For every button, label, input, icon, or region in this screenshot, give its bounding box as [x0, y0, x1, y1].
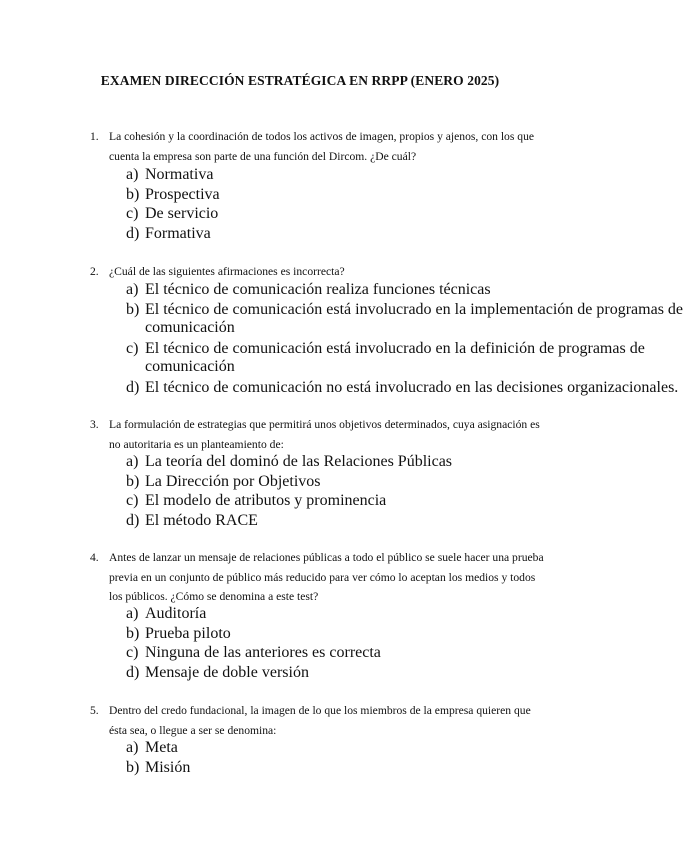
option-text: El técnico de comunicación no está involucrado en las decisiones organizacionales.: [145, 378, 679, 396]
question-text: [109, 701, 531, 740]
option-text: comunicación: [145, 318, 235, 336]
option-letter: c): [126, 205, 139, 222]
option-letter: a): [126, 605, 139, 622]
option-b: [0, 186, 600, 206]
question-text-line: Antes de lanzar un mensaje de relaciones públicas a todo el público se suele hacer una prueba: [109, 551, 544, 564]
option-letter: b): [126, 758, 140, 776]
option-text: El técnico de comunicación está involucrado en la definición de programas de: [145, 339, 645, 357]
option-letter: a): [126, 453, 139, 470]
option-text: Misión: [145, 758, 191, 776]
option-text: Formativa: [145, 224, 211, 242]
question-text-line: cuenta la empresa son parte de una función del Dircom. ¿De cuál?: [109, 149, 417, 163]
question-text: [109, 415, 540, 454]
option-text: comunicación: [145, 357, 235, 375]
option-text: El técnico de comunicación está involucrado en la implementación de programas de: [145, 300, 683, 318]
option-c: [0, 492, 600, 512]
option-a: [0, 281, 600, 301]
option-letter: a): [126, 281, 139, 298]
option-letter: d): [126, 663, 140, 681]
option-text: Normativa: [145, 166, 214, 183]
option-letter: b): [126, 300, 140, 318]
question-number: 2.: [90, 265, 99, 278]
option-a: [0, 166, 600, 186]
option-text: Ninguna de las anteriores es correcta: [145, 644, 381, 661]
option-text: Meta: [145, 739, 178, 756]
option-c: [0, 339, 645, 379]
option-c: [0, 205, 600, 225]
option-letter: d): [126, 224, 140, 242]
option-text: La Dirección por Objetivos: [145, 472, 321, 490]
options-list: [0, 605, 600, 683]
exam-title: EXAMEN DIRECCIÓN ESTRATÉGICA EN RRPP (ENERO 2025): [100, 73, 500, 88]
option-text: La teoría del dominó de las Relaciones Públicas: [145, 453, 453, 470]
option-b: [0, 625, 600, 645]
option-text: El técnico de comunicación realiza funciones técnicas: [145, 281, 491, 298]
question-number: 1.: [90, 130, 99, 143]
option-letter: c): [126, 492, 139, 509]
options-list: [0, 739, 600, 778]
option-d: [0, 225, 600, 245]
option-text: El método RACE: [145, 511, 258, 529]
option-letter: b): [126, 472, 140, 490]
option-letter: d): [126, 511, 140, 529]
option-letter: d): [126, 378, 140, 396]
question-text-line: La formulación de estrategias que permitirá unos objetivos determinados, cuya asignación es: [109, 418, 540, 431]
option-letter: b): [126, 185, 140, 203]
option-b: [0, 473, 600, 493]
option-c: [0, 644, 600, 664]
question-number: 4.: [90, 551, 99, 564]
option-a: [0, 453, 600, 473]
option-text: Mensaje de doble versión: [145, 663, 309, 681]
option-text: De servicio: [145, 205, 219, 222]
question-text: [109, 548, 544, 607]
question-text-line: previa en un conjunto de público más reducido para ver cómo lo aceptan los medios y todos: [109, 570, 536, 584]
option-letter: c): [126, 644, 139, 661]
option-b: [0, 300, 683, 340]
question-number: 5.: [90, 704, 99, 717]
option-letter: c): [126, 339, 139, 357]
option-text: Prueba piloto: [145, 624, 231, 642]
question-text: [109, 127, 535, 166]
option-d: [0, 664, 600, 684]
question-text-line: no autoritaria es un planteamiento de:: [109, 437, 284, 451]
option-d: [0, 512, 600, 532]
question-text: [109, 262, 524, 282]
option-text: Auditoría: [145, 605, 207, 622]
option-text: Prospectiva: [145, 185, 220, 203]
question-text-line: ¿Cuál de las siguientes afirmaciones es incorrecta?: [109, 265, 345, 278]
options-list: [0, 281, 683, 398]
option-a: [0, 605, 600, 625]
option-d: [0, 378, 679, 399]
option-b: [0, 759, 600, 779]
question-number: 3.: [90, 418, 99, 431]
option-letter: a): [126, 166, 139, 183]
options-list: [0, 453, 600, 531]
option-letter: a): [126, 739, 139, 756]
question-text-line: Dentro del credo fundacional, la imagen de lo que los miembros de la empresa quieren que: [109, 704, 531, 717]
question-text-line: los públicos. ¿Cómo se denomina a este test?: [109, 590, 319, 603]
option-text: El modelo de atributos y prominencia: [145, 492, 387, 509]
option-letter: b): [126, 624, 140, 642]
question-text-line: ésta sea, o llegue a ser se denomina:: [109, 723, 277, 737]
options-list: [0, 166, 600, 244]
option-a: [0, 739, 600, 759]
question-text-line: La cohesión y la coordinación de todos los activos de imagen, propios y ajenos, con los que: [109, 130, 535, 143]
